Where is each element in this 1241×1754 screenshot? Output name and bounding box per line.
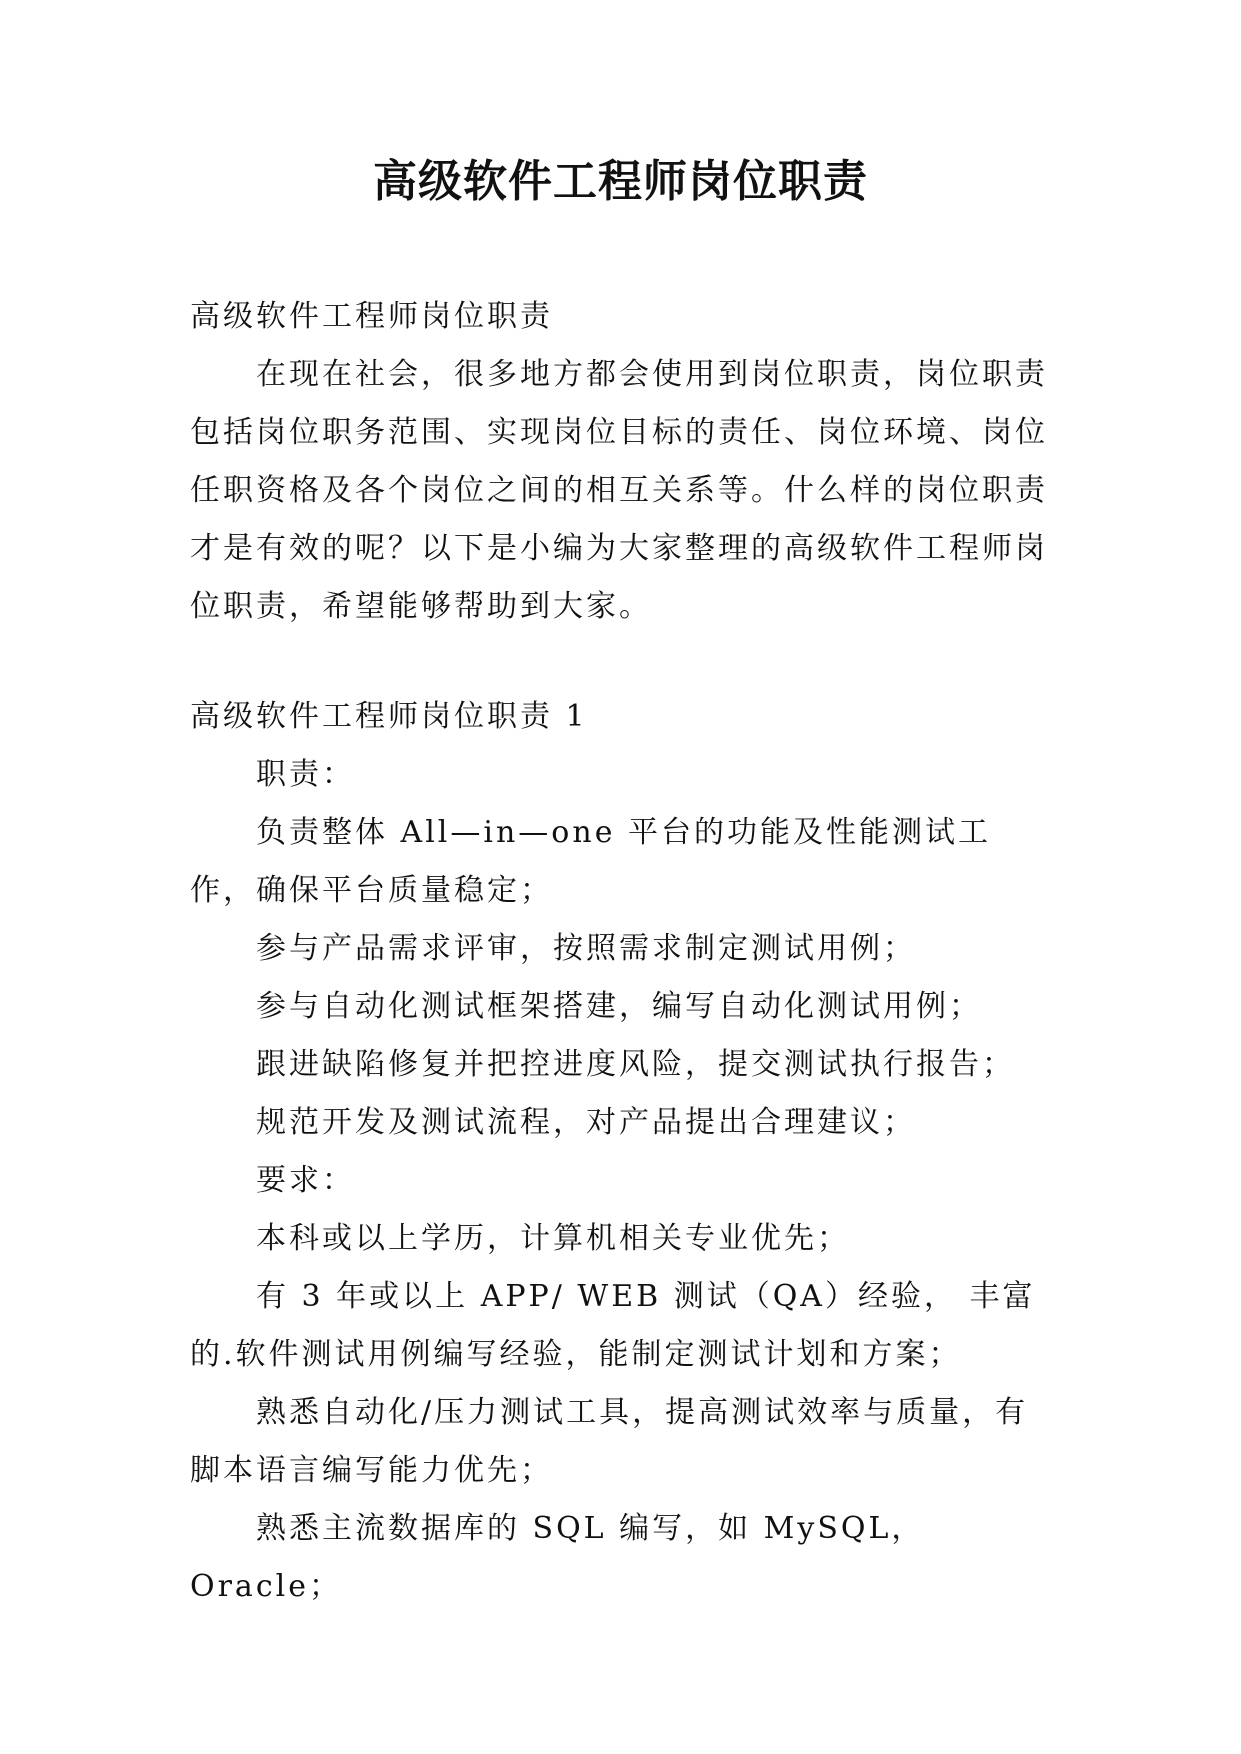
duty-item: 规范开发及测试流程，对产品提出合理建议； (256, 1105, 916, 1140)
intro-paragraph: 在现在社会，很多地方都会使用到岗位职责，岗位职责包括岗位职务范围、实现岗位目标的责任、岗位环境、岗位任职资格及各个岗位之间的相互关系等。什么样的岗位职责才是有效的呢？以下是小编为大家整理的高级软件工程师岗位职责，希望能够帮助到大家。 (190, 357, 1048, 624)
document-title: 高级软件工程师岗位职责 (373, 156, 868, 207)
duty-item: 跟进缺陷修复并把控进度风险，提交测试执行报告； (256, 1047, 1015, 1082)
requirement-item: 本科或以上学历，计算机相关专业优先； (256, 1221, 850, 1256)
document-body (190, 288, 1055, 1616)
requirement-item: 熟悉主流数据库的 SQL 编写，如 MySQL， Oracle； (190, 1511, 937, 1604)
section-spacer (190, 636, 1055, 688)
duty-item: 参与自动化测试框架搭建，编写自动化测试用例； (256, 989, 982, 1024)
intro-heading: 高级软件工程师岗位职责 (190, 299, 553, 334)
duties-label: 职责： (256, 757, 355, 792)
requirement-item: 有 3 年或以上 APP/ WEB 测试（QA）经验， 丰富的.软件测试用例编写经验，能制定测试计划和方案； (190, 1279, 1036, 1372)
duty-item: 负责整体 All—in—one 平台的功能及性能测试工作，确保平台质量稳定； (190, 815, 991, 908)
section1-heading: 高级软件工程师岗位职责 1 (190, 699, 588, 734)
duty-item: 参与产品需求评审，按照需求制定测试用例； (256, 931, 916, 966)
requirements-label: 要求： (256, 1163, 355, 1198)
requirement-item: 熟悉自动化/压力测试工具，提高测试效率与质量，有脚本语言编写能力优先； (190, 1395, 1029, 1488)
